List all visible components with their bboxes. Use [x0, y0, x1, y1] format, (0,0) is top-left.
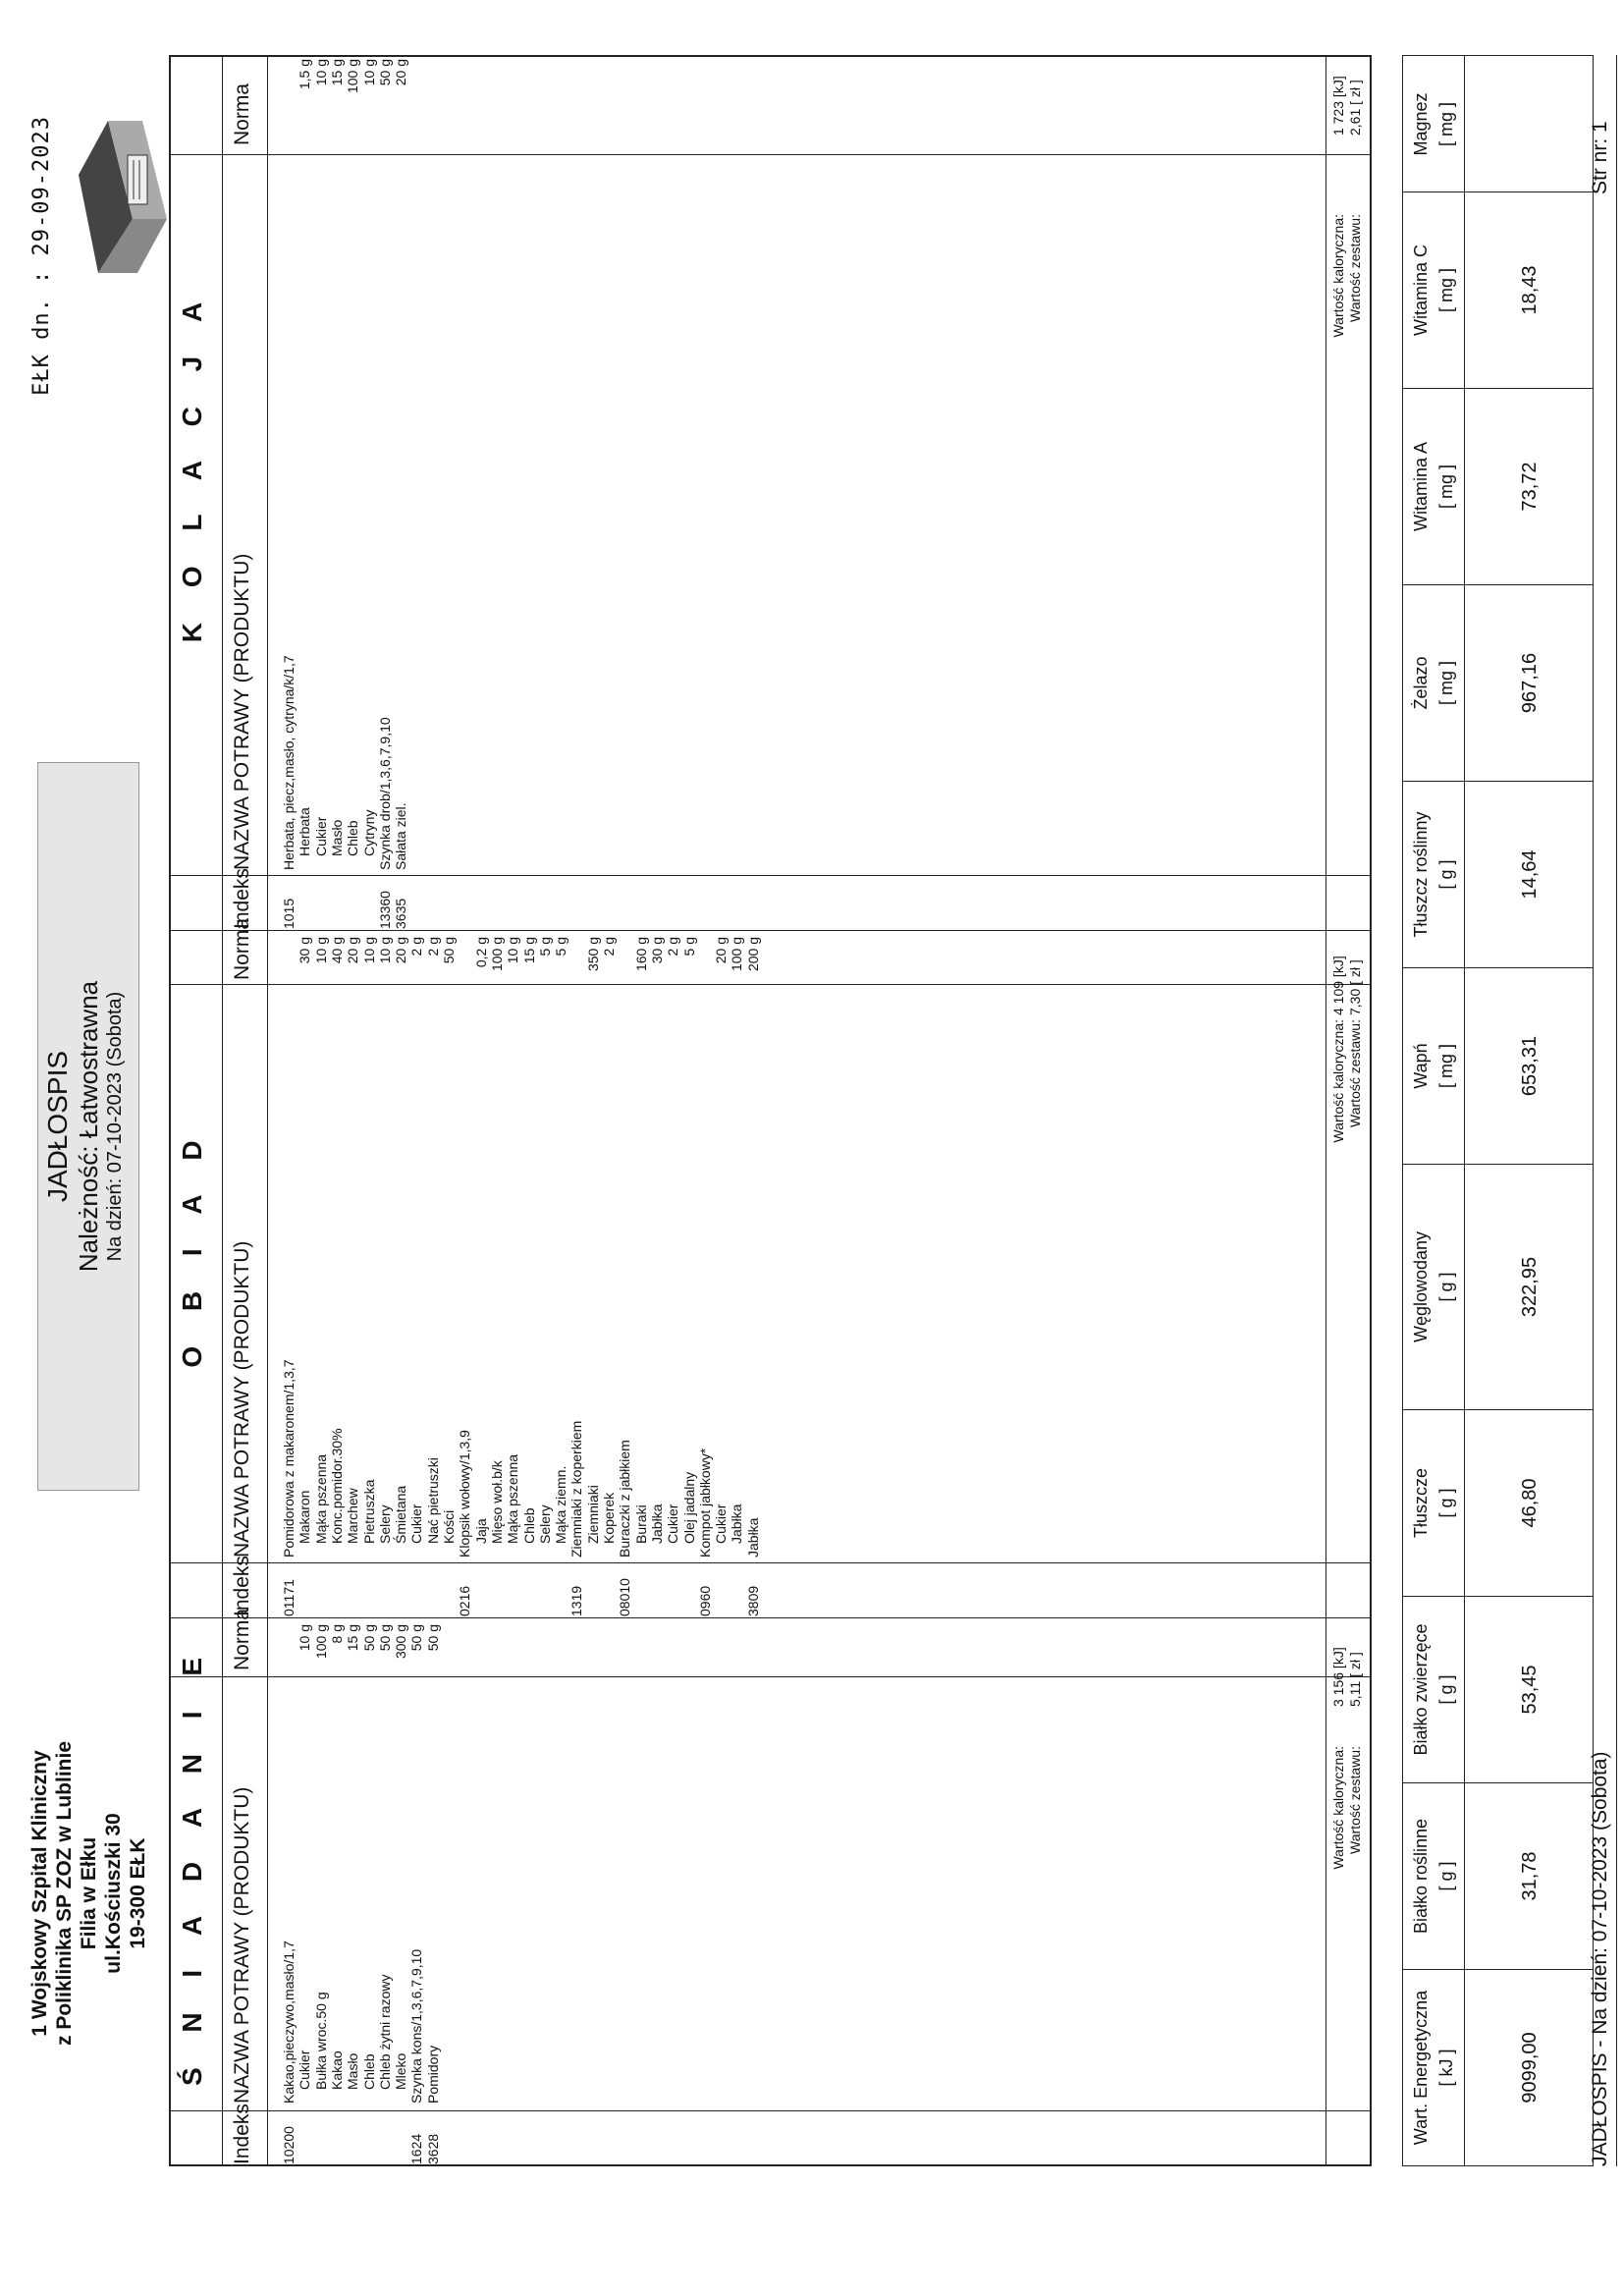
row-quantity: 15 g — [520, 937, 537, 964]
nutrition-unit: [ g ] — [1436, 1272, 1456, 1302]
row-name: Olej jadalny — [680, 1471, 697, 1544]
institution-line: Filia w Ełku — [78, 1836, 100, 1950]
row-index: 3809 — [744, 1585, 761, 1616]
nutrition-cell — [1403, 1409, 1593, 1596]
date-line: Na dzień: 07-10-2023 (Sobota) — [104, 991, 126, 1262]
row-quantity: 5 g — [680, 937, 697, 957]
row-name: Chleb — [360, 2053, 377, 2090]
nutrition-value: 967,16 — [1519, 652, 1541, 714]
row-index: 01171 — [281, 1579, 297, 1616]
nutrition-header: Tłuszcz roślinny — [1411, 811, 1431, 938]
sniadanie-kcal-value: 3 156 [kJ] — [1330, 1647, 1346, 1707]
row-quantity: 2 g — [601, 937, 617, 957]
row-name: Kakao — [328, 2050, 345, 2090]
row-quantity: 50 g — [441, 937, 457, 964]
row-index: 1624 — [408, 2133, 425, 2164]
page-number: Str nr: 1 — [1589, 121, 1611, 194]
nutrition-header: Witamina C — [1411, 245, 1431, 337]
row-quantity: 10 g — [360, 937, 377, 964]
nutrition-header: Magnez — [1411, 92, 1431, 156]
row-quantity: 0,2 g — [472, 937, 489, 968]
row-quantity: 160 g — [632, 937, 649, 972]
nutrition-header: Węglowodany — [1411, 1230, 1431, 1343]
row-name: Pomidorowa z makaronem/1,3,7 — [281, 1359, 297, 1558]
row-name: Śmietana — [393, 1485, 409, 1544]
institution-line: z Poliklinika SP ZOZ w Lublinie — [53, 1741, 76, 2046]
row-name: Cytryny — [360, 809, 377, 856]
nutrition-value: 322,95 — [1519, 1256, 1541, 1318]
row-index: 0960 — [696, 1585, 713, 1616]
nutrition-value: 14,64 — [1519, 849, 1541, 900]
row-name: Buraki — [632, 1504, 649, 1544]
nutrition-header: Białko zwierzęce — [1411, 1623, 1431, 1756]
row-name: Ziemniaki — [584, 1485, 601, 1544]
printer-logo-icon — [69, 116, 177, 293]
row-quantity: 10 g — [297, 1624, 313, 1652]
row-quantity: 2 g — [408, 937, 425, 957]
row-quantity: 20 g — [393, 937, 409, 964]
nutrition-cell — [1403, 388, 1593, 584]
row-quantity: 350 g — [584, 937, 601, 972]
row-name: Mąka ziemn. — [553, 1465, 569, 1544]
row-name: Kakao,pieczywo,masło/1,7 — [281, 1941, 297, 2104]
nutrition-header: Białko roślinne — [1411, 1818, 1431, 1935]
row-quantity: 50 g — [376, 1624, 393, 1652]
row-name: Cukier — [408, 1503, 425, 1544]
nutrition-unit: [ g ] — [1436, 859, 1456, 890]
row-quantity: 30 g — [648, 937, 665, 964]
menu-frame — [169, 55, 1372, 2166]
row-name: Mięso woł.b/k — [488, 1460, 505, 1544]
obiad-kcal-label: Wartość kaloryczna: — [1330, 1019, 1346, 1143]
nutrition-header: Wapń — [1411, 1043, 1431, 1089]
row-name: Klopsik wołowy/1,3,9 — [457, 1430, 473, 1558]
row-quantity: 300 g — [393, 1624, 409, 1660]
row-index: 08010 — [617, 1578, 633, 1616]
kolacja-kcal-value: 1 723 [kJ] — [1330, 76, 1346, 136]
nutrition-cell — [1403, 781, 1593, 967]
row-name: Konc.pomidor.30% — [328, 1428, 345, 1544]
col-index: Indeks — [231, 868, 253, 929]
row-quantity: 10 g — [360, 59, 377, 86]
nutrition-unit: [ mg ] — [1436, 465, 1456, 510]
row-index: 3635 — [393, 898, 409, 929]
sniadanie-cost-value: 5,11 [ zł ] — [1347, 1652, 1363, 1707]
row-name: Kompot jabłkowy* — [696, 1448, 713, 1558]
col-norm: Norma — [231, 82, 253, 145]
row-quantity: 30 g — [297, 937, 313, 964]
row-quantity: 100 g — [488, 937, 505, 972]
row-index: 10200 — [281, 2126, 297, 2164]
col-name: NAZWA POTRAWY (PRODUKTU) — [231, 1240, 253, 1558]
nutrition-unit: [ g ] — [1436, 1488, 1456, 1518]
institution-line: 19-300 EŁK — [127, 1837, 149, 1949]
row-quantity: 10 g — [505, 937, 521, 964]
row-name: Makaron — [297, 1490, 313, 1544]
nutrition-unit: [ mg ] — [1436, 661, 1456, 706]
row-quantity: 20 g — [345, 937, 361, 964]
place-date: EŁK dn. : 29-09-2023 — [29, 116, 54, 396]
row-name: Selery — [536, 1504, 553, 1544]
sniadanie-cost-label: Wartość zestawu: — [1347, 1746, 1363, 1854]
row-name: Nać pietruszki — [424, 1457, 441, 1544]
row-name: Kości — [441, 1509, 457, 1544]
row-name: Jabłka — [648, 1503, 665, 1544]
row-quantity: 100 g — [729, 937, 745, 972]
row-quantity: 10 g — [376, 937, 393, 964]
row-quantity: 2 g — [665, 937, 681, 957]
nutrition-unit: [ mg ] — [1436, 102, 1456, 147]
footer-text: JADŁOSPIS - Na dzień: 07-10-2023 (Sobota) — [1589, 1751, 1611, 2166]
nutrition-cell — [1403, 1164, 1593, 1409]
nutrition-value: 31,78 — [1519, 1851, 1541, 1901]
kolacja-cost-label: Wartość zestawu: — [1347, 214, 1363, 322]
row-name: Jaja — [472, 1518, 489, 1544]
row-name: Jabłka — [729, 1503, 745, 1544]
row-quantity: 100 g — [312, 1624, 329, 1660]
row-quantity: 50 g — [376, 59, 393, 86]
nutrition-cell — [1403, 967, 1593, 1164]
row-name: Chleb żytni razowy — [376, 1974, 393, 2090]
row-quantity: 5 g — [536, 937, 553, 957]
sniadanie-kcal-label: Wartość kaloryczna: — [1330, 1746, 1346, 1870]
nutrition-header: Tłuszcze — [1411, 1468, 1431, 1539]
row-quantity: 50 g — [360, 1624, 377, 1652]
row-quantity: 1,5 g — [297, 59, 313, 90]
row-name: Sałata ziel. — [393, 802, 409, 870]
nutrition-value: 73,72 — [1519, 462, 1541, 512]
col-norm: Norma — [231, 1608, 253, 1670]
title-box — [37, 762, 139, 1491]
row-name: Szynka drob/1,3,6,7,9,10 — [376, 717, 393, 870]
obiad-cost-value: 7,30 [ zł ] — [1347, 959, 1363, 1015]
row-index: 3628 — [424, 2133, 441, 2164]
nutrition-value: 9099,00 — [1519, 2032, 1541, 2104]
nutrition-table — [1402, 55, 1594, 2166]
col-name: NAZWA POTRAWY (PRODUKTU) — [231, 1786, 253, 2104]
col-index: Indeks — [231, 1556, 253, 1616]
row-quantity: 15 g — [345, 1624, 361, 1652]
row-index: 1015 — [281, 898, 297, 929]
institution-line: 1 Wojskowy Szpital Kliniczny — [28, 1750, 51, 2037]
row-quantity: 10 g — [312, 59, 329, 86]
kolacja-title: K O L A C J A — [177, 288, 207, 643]
nutrition-header: Wart. Energetyczna — [1411, 1990, 1431, 2146]
nutrition-cell — [1403, 1969, 1593, 2165]
nutrition-value: 46,80 — [1519, 1478, 1541, 1528]
nutrition-value: 653,31 — [1519, 1035, 1541, 1097]
row-index: 13360 — [376, 891, 393, 929]
row-quantity: 200 g — [744, 937, 761, 972]
nutrition-unit: [ mg ] — [1436, 1044, 1456, 1089]
row-name: Cukier — [713, 1503, 730, 1544]
nutrition-header: Żelazo — [1411, 656, 1431, 710]
row-name: Jabłka — [744, 1517, 761, 1558]
row-name: Masło — [345, 2052, 361, 2090]
row-quantity: 100 g — [345, 59, 361, 94]
row-name: Herbata — [297, 807, 313, 856]
kolacja-cost-value: 2,61 [ zł ] — [1347, 80, 1363, 136]
row-quantity: 10 g — [312, 937, 329, 964]
institution-line: ul.Kościuszki 30 — [102, 1813, 125, 1974]
sniadanie-title: Ś N I A D A N I E — [177, 1643, 207, 2087]
obiad-kcal-value: 4 109 [kJ] — [1330, 956, 1346, 1015]
row-quantity: 40 g — [328, 937, 345, 964]
row-quantity: 20 g — [393, 59, 409, 86]
institution-block — [27, 1667, 150, 2119]
row-name: Selery — [376, 1504, 393, 1544]
obiad-title: O B I A D — [177, 1126, 207, 1368]
row-quantity: 2 g — [424, 937, 441, 957]
row-name: Pomidory — [424, 2045, 441, 2104]
page-title: JADŁOSPIS — [42, 1050, 73, 1203]
row-name: Koperek — [601, 1492, 617, 1544]
row-name: Cukier — [665, 1503, 681, 1544]
row-quantity: 8 g — [328, 1624, 345, 1644]
row-name: Herbata, piecz,masło, cytryna/k/1,7 — [281, 655, 297, 870]
row-name: Buraczki z jabłkiem — [617, 1440, 633, 1558]
row-index: 0216 — [457, 1585, 473, 1616]
kolacja-kcal-label: Wartość kaloryczna: — [1330, 214, 1346, 338]
col-index: Indeks — [231, 2104, 253, 2164]
col-norm: Norma — [231, 917, 253, 980]
row-name: Szynka kons/1,3,6,7,9,10 — [408, 1948, 425, 2104]
row-quantity: 15 g — [328, 59, 345, 86]
row-name: Marchew — [345, 1488, 361, 1544]
row-name: Chleb — [345, 820, 361, 856]
nutrition-unit: [ g ] — [1436, 1674, 1456, 1705]
row-name: Cukier — [297, 2050, 313, 2090]
row-name: Mąka pszenna — [505, 1453, 521, 1544]
row-name: Masło — [328, 819, 345, 856]
row-index: 1319 — [568, 1585, 585, 1616]
nutrition-header: Witamina A — [1411, 441, 1431, 532]
col-name: NAZWA POTRAWY (PRODUKTU) — [231, 553, 253, 870]
nutrition-value: 18,43 — [1519, 265, 1541, 315]
nutrition-unit: [ kJ ] — [1436, 2049, 1456, 2087]
row-quantity: 5 g — [553, 937, 569, 957]
row-quantity: 50 g — [424, 1624, 441, 1652]
nutrition-cell — [1403, 1782, 1593, 1969]
row-name: Mleko — [393, 2052, 409, 2090]
diet-label: Należność: Łatwostrawna — [74, 980, 103, 1273]
row-name: Chleb — [520, 1507, 537, 1544]
nutrition-unit: [ mg ] — [1436, 268, 1456, 313]
row-name: Mąka pszenna — [312, 1453, 329, 1544]
nutrition-cell — [1403, 57, 1593, 191]
nutrition-value: 53,45 — [1519, 1665, 1541, 1715]
nutrition-unit: [ g ] — [1436, 1861, 1456, 1891]
nutrition-cell — [1403, 584, 1593, 781]
row-name: Bułka wroc.50 g — [312, 1992, 329, 2090]
row-name: Ziemniaki z koperkiem — [568, 1420, 585, 1558]
row-quantity: 50 g — [408, 1624, 425, 1652]
obiad-cost-label: Wartość zestawu: — [1347, 1019, 1363, 1127]
nutrition-cell — [1403, 1596, 1593, 1782]
row-name: Pietruszka — [360, 1479, 377, 1544]
row-quantity: 20 g — [713, 937, 730, 964]
row-name: Cukier — [312, 816, 329, 856]
nutrition-cell — [1403, 191, 1593, 388]
